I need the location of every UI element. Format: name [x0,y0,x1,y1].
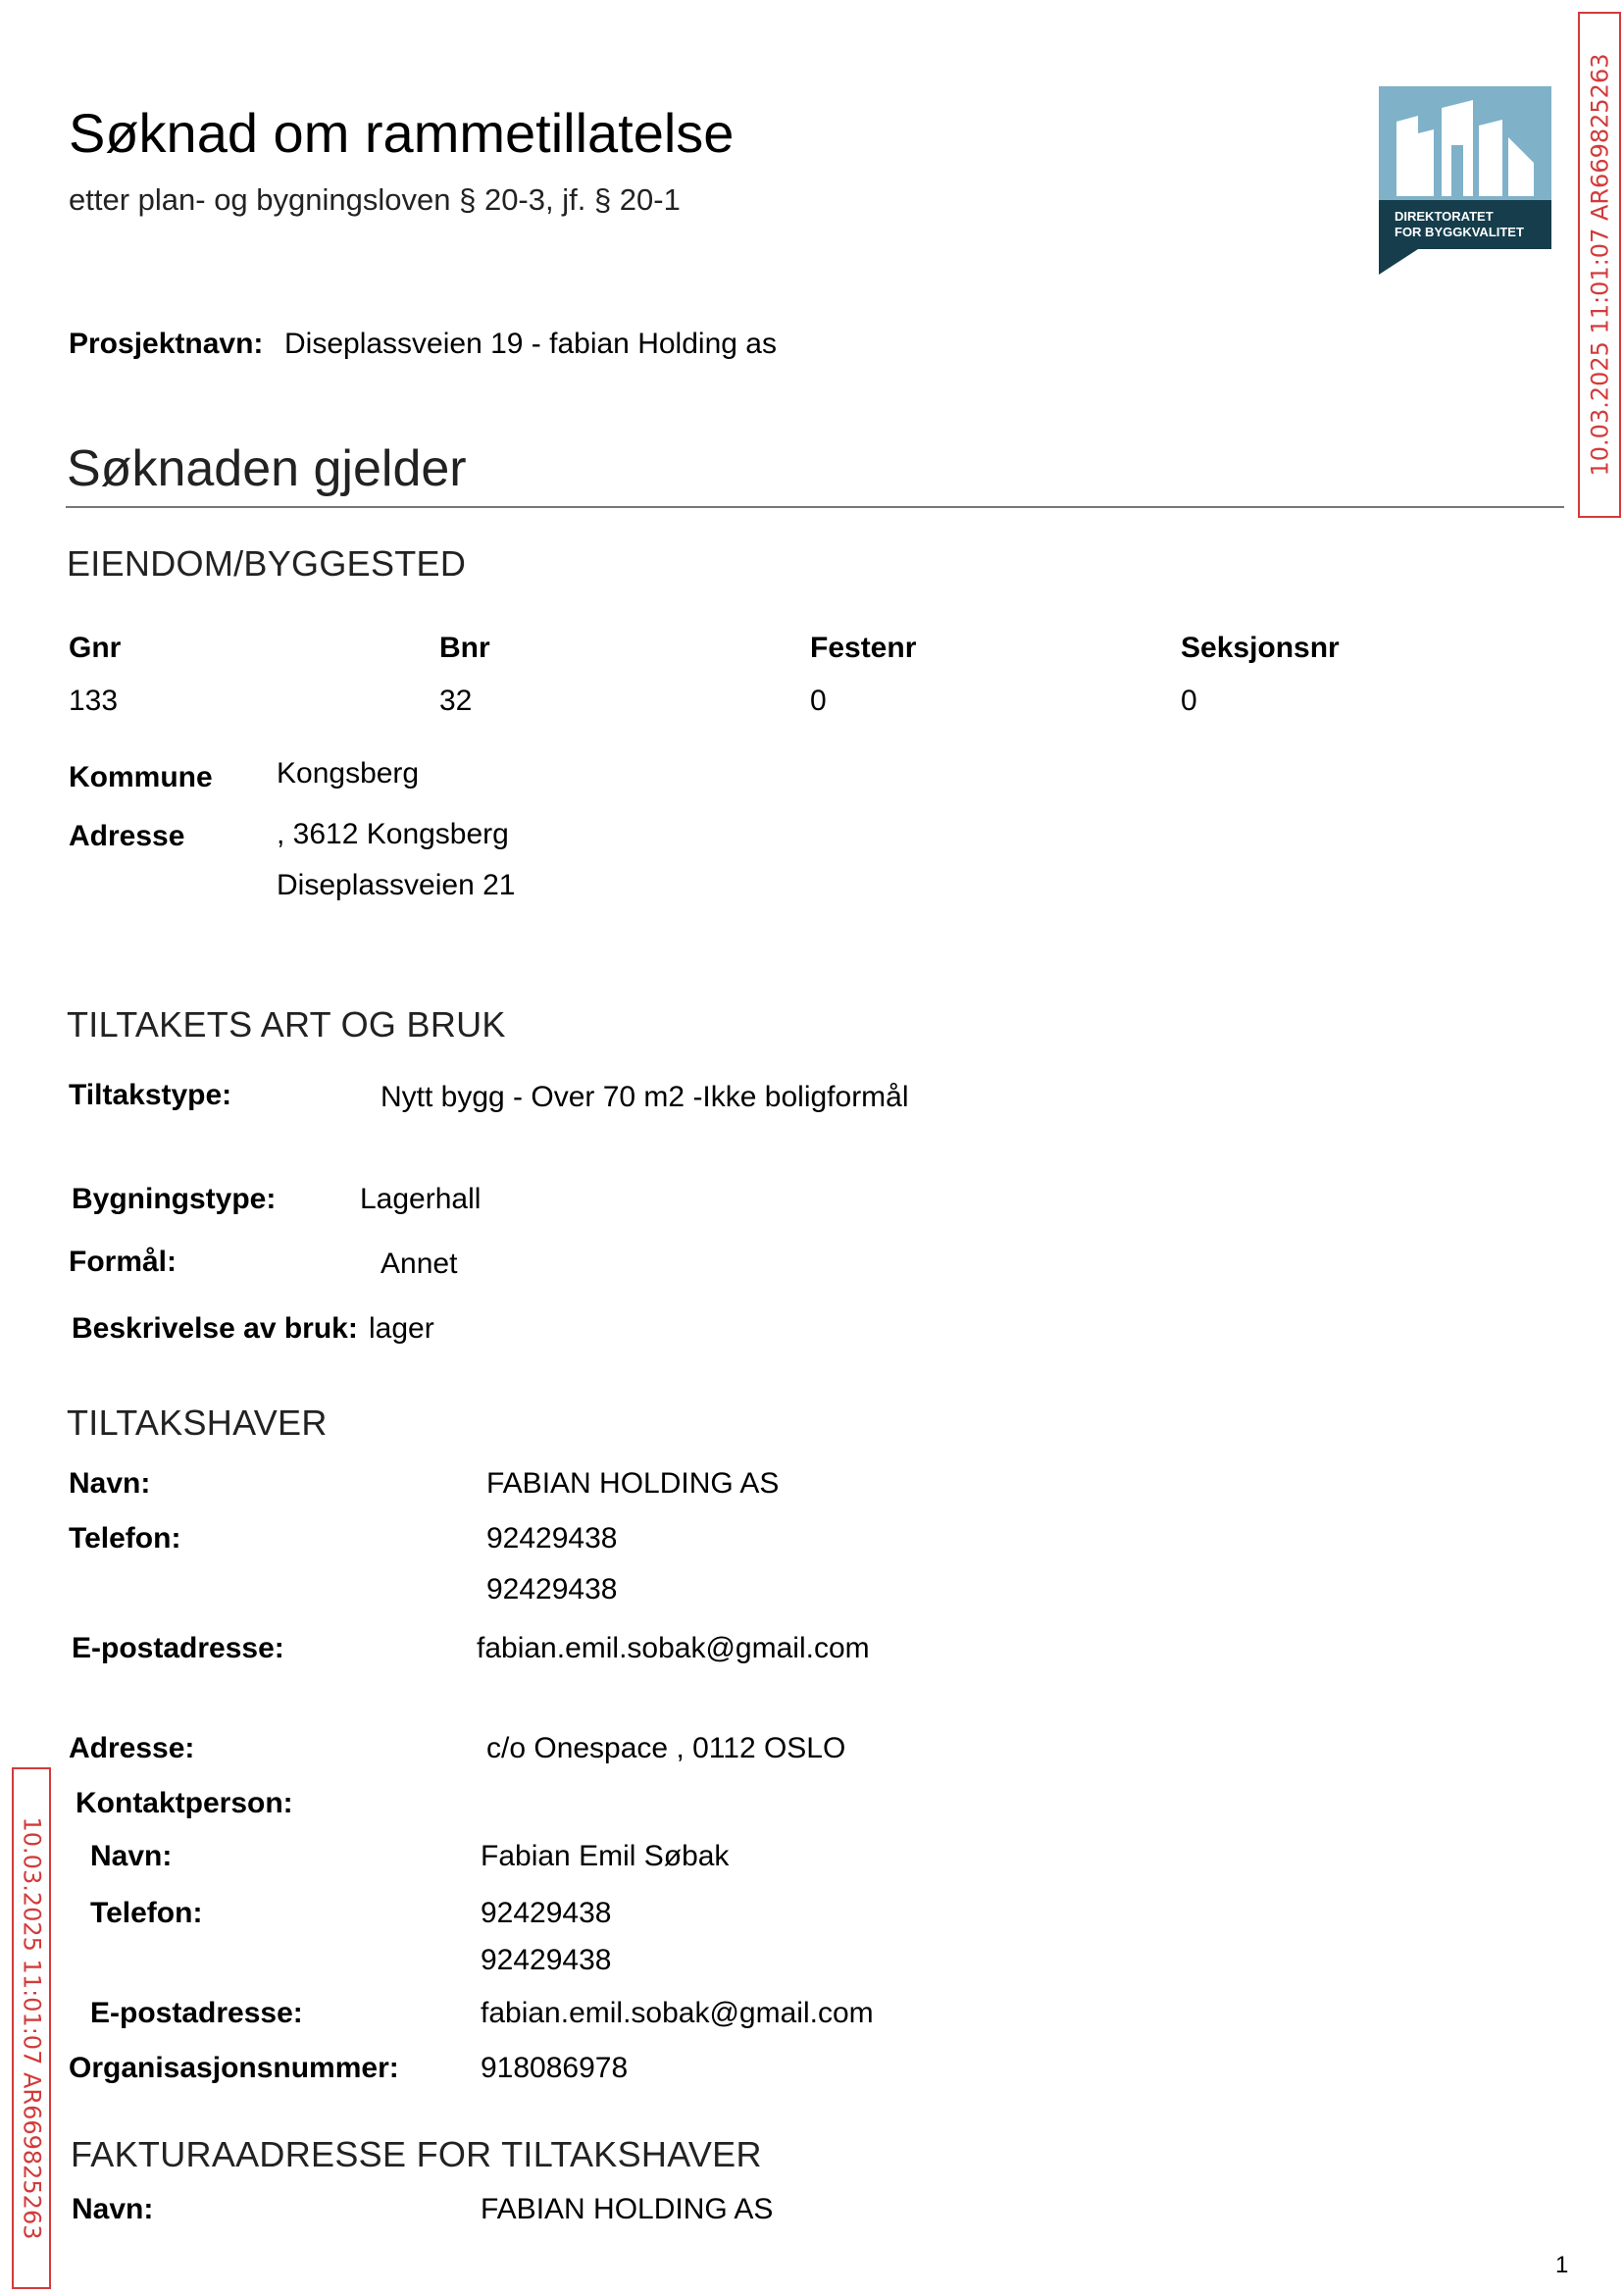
gnr-value: 133 [69,685,119,717]
logo-text: DIREKTORATET FOR BYGGKVALITET [1379,200,1551,249]
adresse-line1: , 3612 Kongsberg [277,818,509,850]
kontakt-telefon-value-2: 92429438 [481,1944,612,1976]
formal-label: Formål: [69,1246,178,1278]
kontakt-epost-label: E-postadresse: [90,1997,303,2029]
kommune-value: Kongsberg [277,757,420,790]
project-name-value: Diseplassveien 19 - fabian Holding as [284,328,777,360]
property-heading: EIENDOM/BYGGESTED [67,543,467,584]
kontaktperson-label: Kontaktperson: [76,1787,293,1819]
document-title: Søknad om rammetillatelse [69,102,735,164]
navn-value: FABIAN HOLDING AS [486,1467,780,1500]
logo-building-icon [1379,86,1551,200]
telefon-value-2: 92429438 [486,1573,618,1606]
tiltakshaver-heading: TILTAKSHAVER [67,1402,328,1443]
tiltakshaver-adresse-value: c/o Onespace , 0112 OSLO [486,1732,846,1764]
faktura-navn-value: FABIAN HOLDING AS [481,2193,774,2225]
telefon-value-1: 92429438 [486,1522,618,1555]
kontakt-telefon-value-1: 92429438 [481,1897,612,1929]
navn-label: Navn: [69,1467,151,1500]
section-divider [66,506,1564,508]
section-title: Søknaden gjelder [67,440,467,497]
col-bnr-header: Bnr [439,632,490,664]
bnr-value: 32 [439,685,473,717]
telefon-label: Telefon: [69,1522,181,1555]
festenr-value: 0 [810,685,827,717]
col-gnr-header: Gnr [69,632,122,664]
faktura-heading: FAKTURAADRESSE FOR TILTAKSHAVER [71,2134,762,2174]
tiltak-heading: TILTAKETS ART OG BRUK [67,1004,506,1045]
adresse-line2: Diseplassveien 21 [277,869,516,901]
kontakt-epost-value: fabian.emil.sobak@gmail.com [481,1997,874,2029]
kontakt-navn-value: Fabian Emil Søbak [481,1840,730,1872]
bygningstype-label: Bygningstype: [72,1183,277,1215]
timestamp-stamp-bottom: 10.03.2025 11:01:07 AR669825263 [12,1767,51,2289]
document-subtitle: etter plan- og bygningsloven § 20-3, jf. § 20-1 [69,182,681,217]
epost-label: E-postadresse: [72,1632,284,1664]
faktura-navn-label: Navn: [72,2193,154,2225]
orgnr-value: 918086978 [481,2052,629,2084]
bruk-label: Beskrivelse av bruk: [72,1312,358,1345]
epost-value: fabian.emil.sobak@gmail.com [477,1632,870,1664]
logo-flag [1379,249,1418,275]
orgnr-label: Organisasjonsnummer: [69,2052,399,2084]
bygningstype-value: Lagerhall [360,1183,482,1215]
formal-value: Annet [381,1248,458,1280]
tiltakshaver-adresse-label: Adresse: [69,1732,195,1764]
bruk-value: lager [369,1312,434,1345]
seksjonsnr-value: 0 [1181,685,1197,717]
kommune-label: Kommune [69,761,213,793]
page-number: 1 [1555,2252,1569,2278]
timestamp-stamp-top: 10.03.2025 11:01:07 AR669825263 [1578,12,1621,518]
dibk-logo [1379,86,1551,275]
adresse-label: Adresse [69,820,185,852]
col-seksjonsnr-header: Seksjonsnr [1181,632,1340,664]
kontakt-telefon-label: Telefon: [90,1897,203,1929]
kontakt-navn-label: Navn: [90,1840,173,1872]
tiltakstype-value: Nytt bygg - Over 70 m2 -Ikke boligformål [381,1081,909,1113]
project-name-label: Prosjektnavn: [69,328,264,360]
tiltakstype-label: Tiltakstype: [69,1079,232,1111]
col-festenr-header: Festenr [810,632,917,664]
